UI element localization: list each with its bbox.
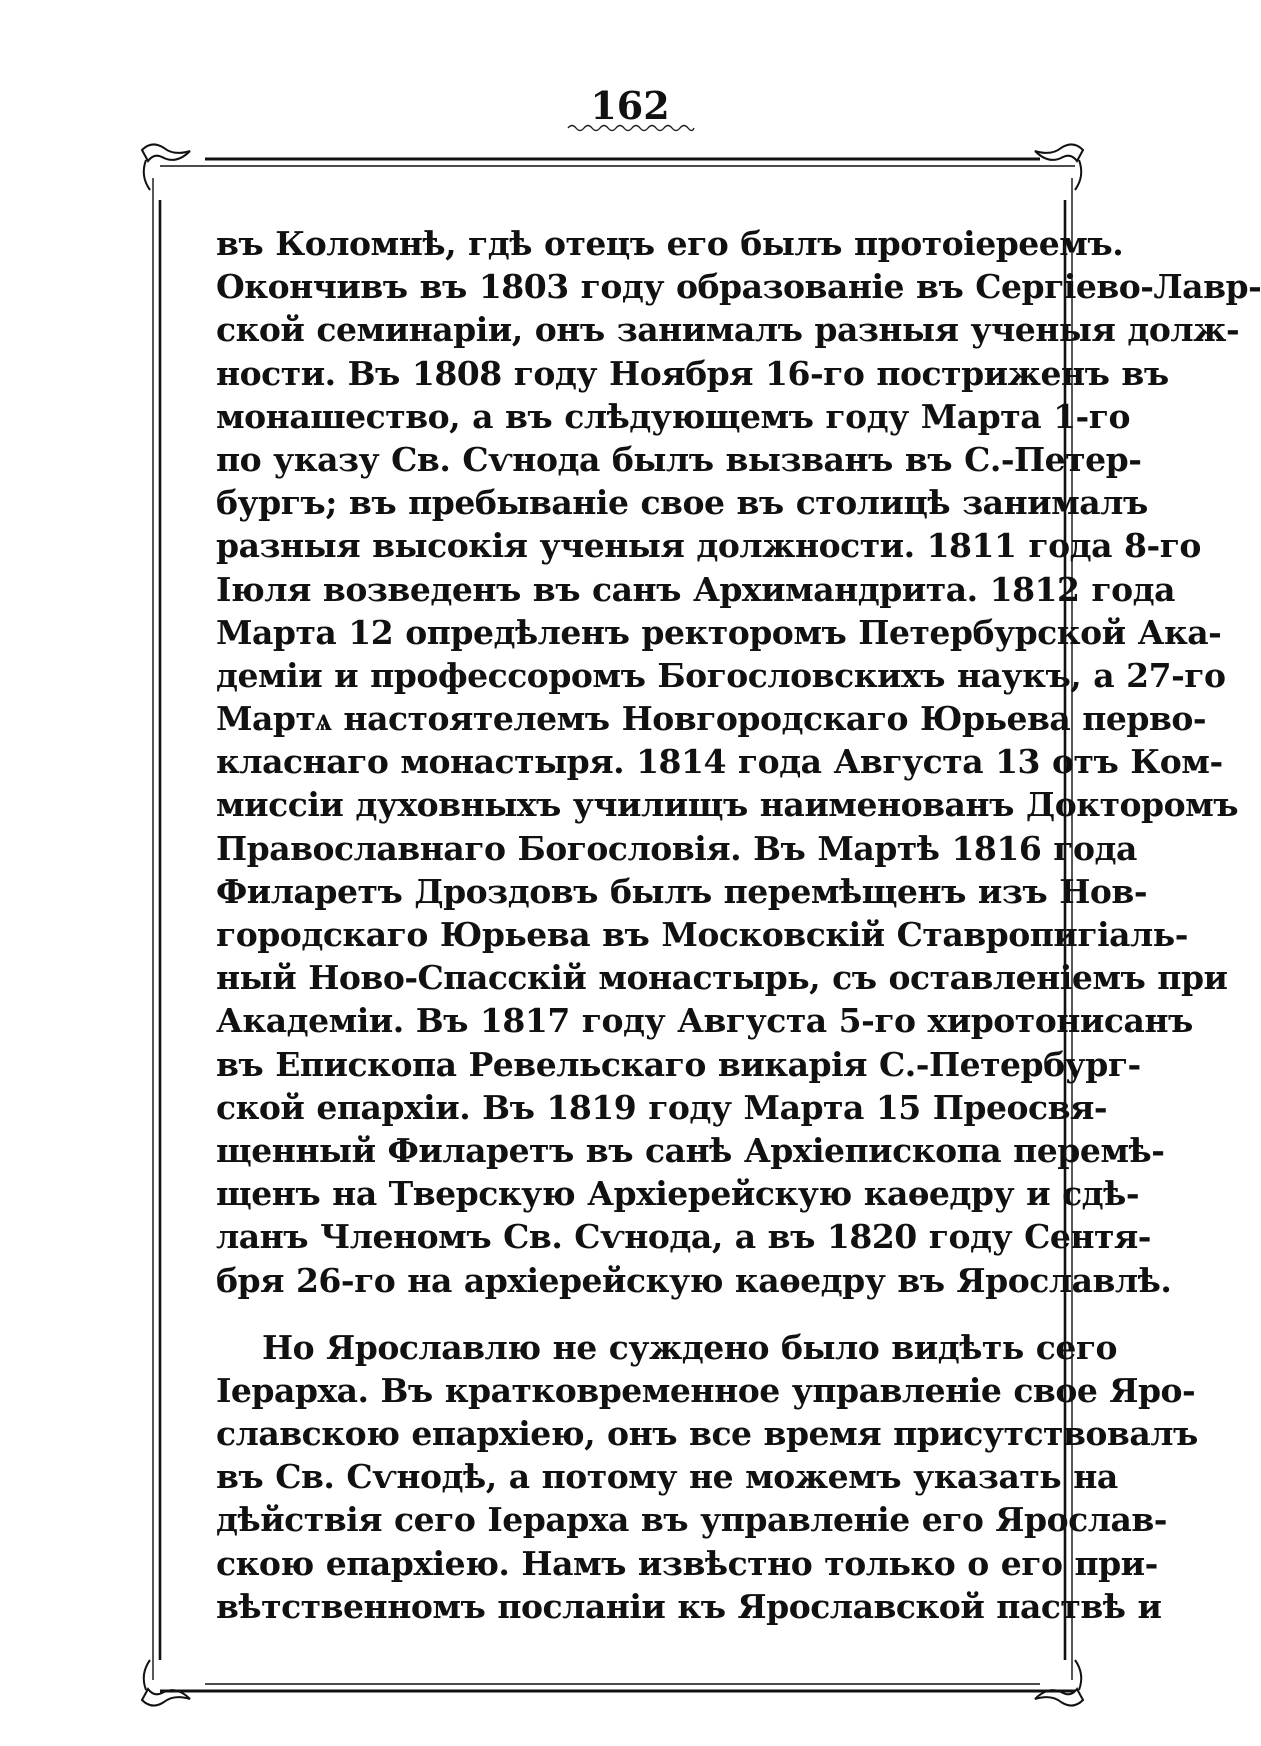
text-line: Марта 12 опредѣленъ ректоромъ Петербурской Ака- [216, 612, 1222, 652]
text-line: Но Ярославлю не суждено было видѣть сего [262, 1327, 1118, 1367]
text-line: дѣйствія сего Іерарха въ управленіе его Ярослав- [216, 1500, 1167, 1540]
text-line: Окончивъ въ 1803 году образованіе въ Сергіево-Лавр- [216, 267, 1261, 307]
text-line: ской епархіи. Въ 1819 году Марта 15 Преосвя- [216, 1087, 1108, 1127]
text-line: класнаго монастыря. 1814 года Августа 13 отъ Ком- [216, 742, 1223, 782]
text-line: по указу Св. Сѵнода былъ вызванъ въ С.-Петер- [216, 439, 1142, 479]
text-line: въ Епископа Ревельскаго викарія С.-Петербург- [216, 1044, 1141, 1084]
text-line: деміи и профессоромъ Богословскихъ наукъ, а 27-го [216, 655, 1226, 695]
text-line: Филаретъ Дроздовъ былъ перемѣщенъ изъ Нов- [216, 871, 1148, 911]
paragraph-2 [216, 1326, 1198, 1628]
text-line: ности. Въ 1808 году Ноября 16-го постриженъ въ [216, 353, 1169, 393]
text-line: Іерарха. Въ кратковременное управленіе свое Яро- [216, 1370, 1196, 1410]
text-line: разныя высокія ученыя должности. 1811 года 8-го [216, 526, 1201, 566]
text-line: славскою епархіею, онъ все время присутствовалъ [216, 1414, 1198, 1454]
text-line: бря 26-го на архіерейскую каѳедру въ Ярославлѣ. [216, 1260, 1172, 1300]
text-line: щенъ на Тверскую Архіерейскую каѳедру и сдѣ- [216, 1174, 1140, 1214]
text-line: щенный Филаретъ въ санѣ Архіепископа перемѣ- [216, 1130, 1165, 1170]
text-line: ской семинаріи, онъ занималъ разныя ученыя долж- [216, 310, 1240, 350]
text-line: въ Коломнѣ, гдѣ отецъ его былъ протоіереемъ. [216, 224, 1124, 263]
text-line: въ Св. Сѵнодѣ, а потому не можемъ указать на [216, 1457, 1118, 1497]
text-line: миссіи духовныхъ училищъ наименованъ Докторомъ [216, 785, 1239, 825]
text-line: ланъ Членомъ Св. Сѵнода, а въ 1820 году Сентя- [216, 1217, 1152, 1257]
text-line: скою епархіею. Намъ извѣстно только о его при- [216, 1543, 1158, 1583]
text-line: монашество, а въ слѣдующемъ году Марта 1-го [216, 396, 1130, 436]
text-line: вѣтственномъ посланіи къ Ярославской паствѣ и [216, 1586, 1162, 1626]
text-line: ный Ново-Спасскій монастырь, съ оставленіемъ при [216, 958, 1228, 998]
paragraph-1 [216, 222, 1261, 1302]
text-line: Іюля возведенъ въ санъ Архимандрита. 1812 года [216, 569, 1176, 609]
text-line: городскаго Юрьева въ Московскій Ставропигіаль- [216, 915, 1188, 954]
page-number: 162 [590, 83, 670, 128]
text-line: Мартѧ настоятелемъ Новгородскаго Юрьева перво- [216, 699, 1207, 739]
text-line: Академіи. Въ 1817 году Августа 5-го хиротонисанъ [216, 1001, 1193, 1041]
body-text [216, 222, 1261, 1628]
text-line: бургъ; въ пребываніе свое въ столицѣ занималъ [216, 483, 1148, 523]
text-line: Православнаго Богословія. Въ Мартѣ 1816 года [216, 828, 1137, 868]
